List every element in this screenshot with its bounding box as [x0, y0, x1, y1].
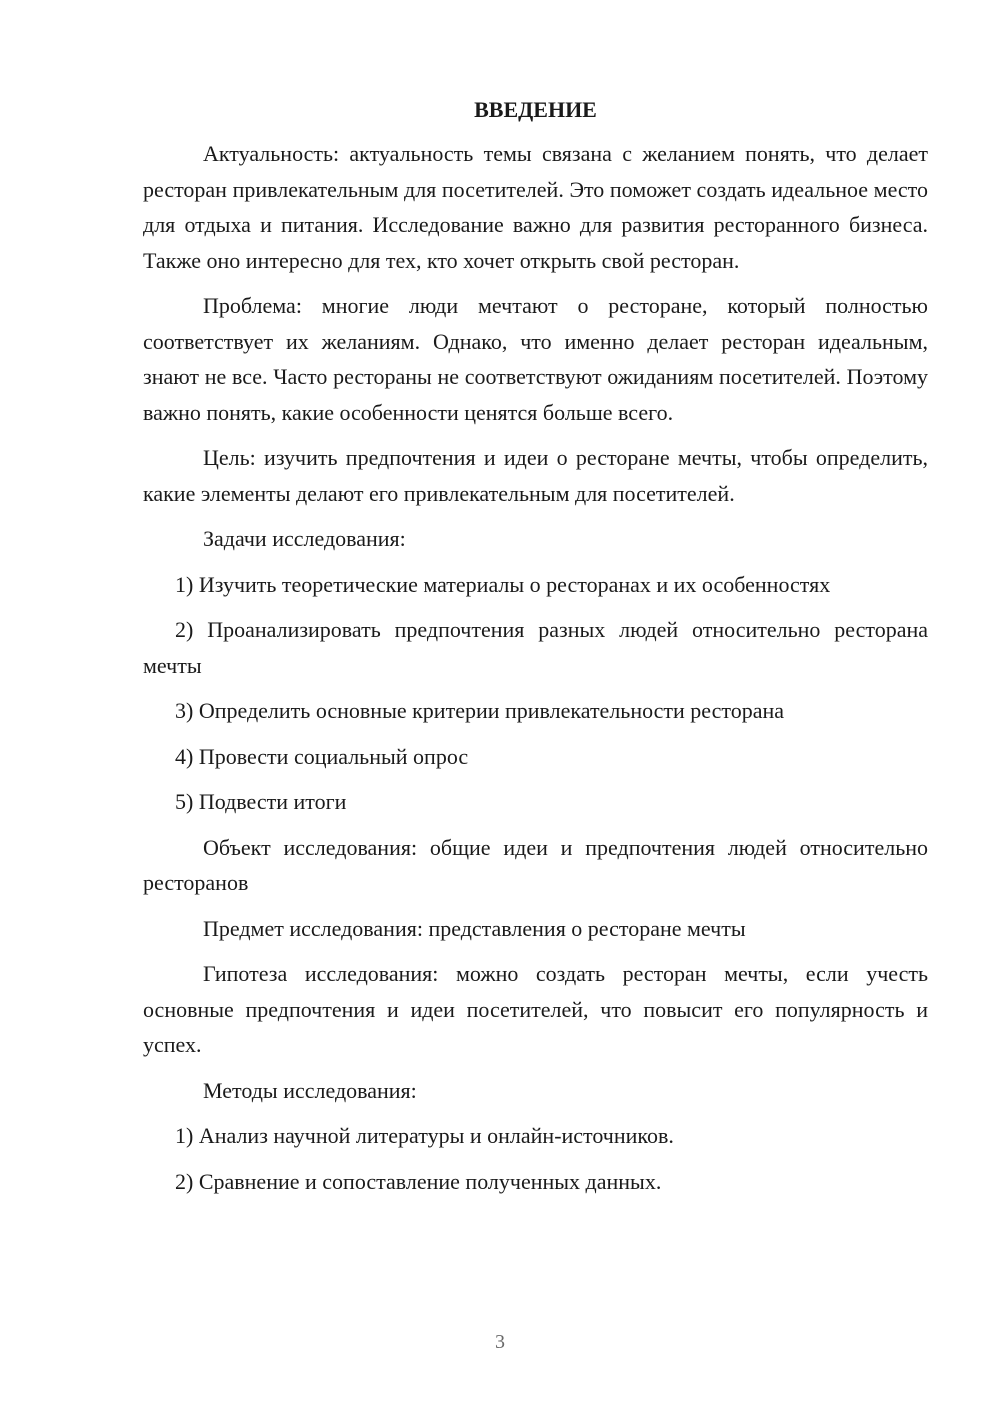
method-item: 1) Анализ научной литературы и онлайн-источников.: [175, 1123, 674, 1148]
paragraph-hypothesis: Гипотеза исследования: можно создать ресторан мечты, если учесть основные предпочтения и идеи посетителей, что повысит его популярность и успех.: [143, 961, 928, 1057]
document-page: [143, 94, 928, 1209]
task-item: 1) Изучить теоретические материалы о ресторанах и их особенностях: [175, 571, 831, 597]
page-number: 3: [495, 1331, 505, 1353]
method-item: 2) Сравнение и сопоставление полученных данных.: [175, 1168, 662, 1194]
task-item: 3) Определить основные критерии привлекательности ресторана: [175, 698, 785, 723]
task-item: 4) Провести социальный опрос: [175, 743, 469, 769]
section-heading: ВВЕДЕНИЕ: [474, 97, 597, 122]
methods-title: Методы исследования:: [203, 1077, 417, 1103]
paragraph-goal: Цель: изучить предпочтения и идеи о ресторане мечты, чтобы определить, какие элементы делают его привлекательным для посетителей.: [143, 445, 928, 506]
paragraph-relevance: Актуальность: актуальность темы связана с желанием понять, что делает ресторан привлекательным для посетителей. Это поможет создать идеальное место для отдыха и питания. Исследование важно для развития ресторанного бизнеса. Также оно интересно для тех, кто хочет открыть свой ресторан.: [143, 141, 928, 273]
paragraph-problem: Проблема: многие люди мечтают о ресторане, который полностью соответствует их желаниям. Однако, что именно делает ресторан идеальным, знают не все. Часто рестораны не соответствуют ожиданиям посетителей. Поэтому важно понять, какие особенности ценятся больше всего.: [143, 293, 928, 425]
paragraph-object: Объект исследования: общие идеи и предпочтения людей относительно ресторанов: [143, 834, 928, 895]
task-item: 5) Подвести итоги: [175, 789, 347, 814]
tasks-title: Задачи исследования:: [203, 526, 406, 551]
paragraph-subject: Предмет исследования: представления о ресторане мечты: [203, 915, 746, 941]
task-item: 2) Проанализировать предпочтения разных людей относительно ресторана мечты: [143, 617, 928, 678]
